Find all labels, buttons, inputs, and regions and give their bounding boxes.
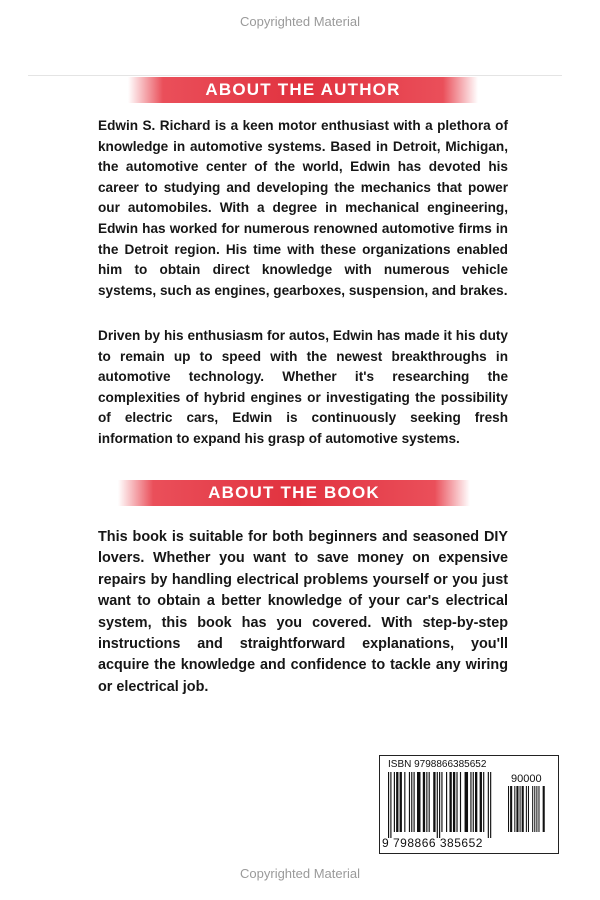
barcode-bar [429,772,430,832]
isbn-label: ISBN 9798866385652 [388,759,487,770]
barcode-bar [400,772,402,832]
barcode-bar [456,772,457,832]
barcode-bar [446,772,447,832]
barcode-bar [522,786,524,832]
barcode-bar [449,772,451,832]
barcode-bar [510,786,512,832]
barcode-bar [475,772,477,832]
barcode-bar [470,772,471,832]
barcode-bar [417,772,420,832]
barcode-bar [394,772,395,832]
barcode-bar [437,772,438,838]
barcode-bar [543,786,545,832]
barcode-bar [409,772,410,832]
barcode-bar [534,786,535,832]
addon-barcode-bars [508,786,554,838]
about-book-heading: ABOUT THE BOOK [118,480,470,506]
barcode-bar [514,786,515,832]
barcode-bar [516,786,518,832]
ean-digits: 9 798866 385652 [382,836,483,850]
author-paragraph-2: Driven by his enthusiasm for autos, Edwin has made it his duty to remain up to speed with the newest breakthroughs in automotive technology. Whether it's researching the complexities of hybrid engines or investigating the possibility of electric cars, Edwin is continuously seeking fresh information to expand his grasp of automotive systems. [98,328,508,446]
top-divider [28,75,562,76]
barcode-bar [508,786,509,832]
barcode-bar [538,786,539,832]
barcode-bar [483,772,484,832]
barcode-bar [414,772,415,832]
barcode-bar [526,786,527,832]
copyright-watermark-top: Copyrighted Material [240,14,360,29]
barcode-bar [520,786,521,832]
barcode-bar [528,786,529,832]
barcode-bar [423,772,425,832]
barcode-bar [404,772,405,832]
barcode-bar [390,772,391,838]
barcode-bar [411,772,412,832]
barcode-bar [480,772,482,832]
barcode-bar [441,772,442,832]
barcode-bar [532,786,533,832]
copyright-watermark-bottom: Copyrighted Material [240,866,360,881]
price-addon-number: 90000 [511,773,542,785]
barcode-bar [426,772,427,832]
isbn-barcode [379,755,559,854]
barcode-bar [473,772,474,832]
book-paragraph: This book is suitable for both beginners and seasoned DIY lovers. Whether you want to save money on expensive repairs by handling electrical problems yourself or you just want to obtain a better knowledge of your car's electrical system, this book has you covered. With step-by-step instructions and straightforward explanations, you'll acquire the knowledge and confidence to tackle any wiring or electrical job. [98,529,508,695]
barcode-bar [433,772,435,832]
ean13-barcode-bars [388,772,504,838]
about-author-heading: ABOUT THE AUTHOR [128,77,478,103]
barcode-bar [396,772,398,832]
author-paragraph-1: Edwin S. Richard is a keen motor enthusiast with a plethora of knowledge in automotive systems. Based in Detroit, Michigan, the automotive center of the world, Edwin has devoted his career to studying and developing the mechanics that power our automobiles. With a degree in mechanical engineering, Edwin has worked for numerous renowned automotive firms in the Detroit region. His time with these organizations enabled him to obtain direct knowledge with numerous vehicle systems, such as engines, gearboxes, suspension, and brakes. [98,118,508,298]
barcode-bar [453,772,455,832]
barcode-bar [439,772,440,838]
barcode-bar [490,772,491,838]
barcode-bar [460,772,461,832]
barcode-bar [465,772,468,832]
barcode-bar [488,772,489,838]
barcode-bar [388,772,389,838]
barcode-bar [536,786,537,832]
